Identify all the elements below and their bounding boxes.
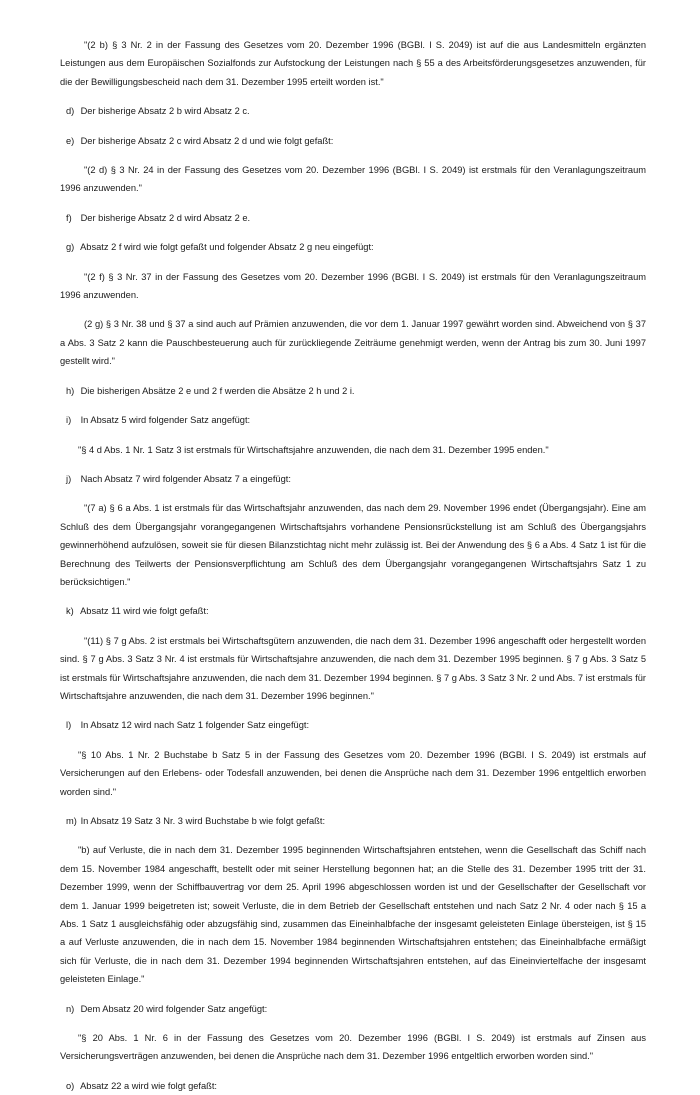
instruction-text: Die bisherigen Absätze 2 e und 2 f werden die Absätze 2 h und 2 i. xyxy=(80,385,355,396)
instruction-text: In Absatz 19 Satz 3 Nr. 3 wird Buchstabe b wie folgt gefaßt: xyxy=(80,816,326,826)
instruction-n xyxy=(66,1000,646,1018)
list-marker: m) xyxy=(66,816,77,826)
list-marker: h) xyxy=(66,385,75,396)
instruction-h xyxy=(66,382,646,400)
list-marker: e) xyxy=(66,135,75,146)
instruction-l xyxy=(66,716,646,734)
list-marker: k) xyxy=(66,606,74,617)
instruction-j xyxy=(66,470,646,488)
quoted-paragraph-2g: (2 g) § 3 Nr. 38 und § 37 a sind auch auf Prämien anzuwenden, die vor dem 1. Januar 1997 gewährt worden sind. Abweichend von § 37 a Abs. 3 Satz 2 kann die Pauschbesteuerung auch für zurückliegende Zeiträume genehmigt werden, wenn der Antrag bis zum 30. Juni 1997 gestellt wird." xyxy=(60,319,646,367)
document-page xyxy=(60,36,646,1095)
list-marker: n) xyxy=(66,1003,75,1014)
instruction-text: Dem Absatz 20 wird folgender Satz angefügt: xyxy=(80,1003,268,1014)
instruction-text: Der bisherige Absatz 2 b wird Absatz 2 c. xyxy=(80,106,250,117)
instruction-text: In Absatz 5 wird folgender Satz angefügt: xyxy=(80,415,251,426)
instruction-text: Der bisherige Absatz 2 d wird Absatz 2 e. xyxy=(80,212,251,223)
quoted-paragraph-2f: "(2 f) § 3 Nr. 37 in der Fassung des Gesetzes vom 20. Dezember 1996 (BGBl. I S. 2049) ist erstmals für den Veranlagungszeitraum 1996 anzuwenden. xyxy=(60,271,646,301)
quoted-letter-b: "b) auf Verluste, die in nach dem 31. Dezember 1995 beginnenden Wirtschaftsjahren entstehen, wenn die Gesellschaft das Schiff nach dem 15. November 1984 angeschafft, bestellt oder mit seiner Herstellung begonnen hat; an die Stelle des 31. Dezember 1995 tritt der 31. Dezember 1999, wenn der Schiffbauvertrag vor dem 25. April 1996 abgeschlossen worden ist und der Gesellschafter der Gesellschaft vor dem 1. Januar 1999 beigetreten ist; soweit Verluste, die in dem Betrieb der Gesellschaft entstehen und nach Satz 2 Nr. 4 oder nach § 15 a Abs. 1 Satz 1 ausgleichsfähig oder abzugsfähig sind, zusammen das Eineinhalbfache der insgesamt geleisteten Einlage übersteigen, ist § 15 a auf Verluste anzuwenden, die in nach dem 15. November 1984 beginnenden Wirtschaftsjahren entstehen; das Eineinhalbfache ermäßigt sich für Verluste, die in nach dem 31. Dezember 1994 beginnenden Wirtschaftsjahren entstehen, auf das Eineinviertelfache der insgesamt geleisteten Einlage." xyxy=(60,845,646,985)
quoted-sentence-4d: "§ 4 d Abs. 1 Nr. 1 Satz 3 ist erstmals für Wirtschaftsjahre anzuwenden, die nach dem 31. Dezember 1995 enden." xyxy=(78,444,549,455)
list-marker: f) xyxy=(66,212,72,223)
instruction-text: In Absatz 12 wird nach Satz 1 folgender Satz eingefügt: xyxy=(80,720,310,731)
instruction-text: Absatz 11 wird wie folgt gefaßt: xyxy=(80,606,209,617)
list-marker: d) xyxy=(66,106,75,117)
list-marker: g) xyxy=(66,242,75,253)
instruction-o xyxy=(66,1077,646,1095)
instruction-d xyxy=(66,102,646,120)
instruction-f xyxy=(66,209,646,227)
instruction-e xyxy=(66,132,646,150)
instruction-m xyxy=(66,812,646,830)
quoted-sentence-10: "§ 10 Abs. 1 Nr. 2 Buchstabe b Satz 5 in der Fassung des Gesetzes vom 20. Dezember 1996 (BGBl. I S. 2049) ist erstmals auf Versicherungen auf den Erlebens- oder Todesfall anzuwenden, bei denen die Ansprüche nach dem 31. Dezember 1996 entgeltlich erworben worden sind." xyxy=(60,749,646,797)
instruction-i xyxy=(66,411,646,429)
instruction-k xyxy=(66,602,646,620)
quoted-paragraph-2d: "(2 d) § 3 Nr. 24 in der Fassung des Gesetzes vom 20. Dezember 1996 (BGBl. I S. 2049) ist erstmals für den Veranlagungszeitraum 1996 anzuwenden." xyxy=(60,165,646,194)
quoted-paragraph-2b: "(2 b) § 3 Nr. 2 in der Fassung des Gesetzes vom 20. Dezember 1996 (BGBl. I S. 2049) ist auf die aus Landesmitteln ergänzten Leistungen aus dem Europäischen Sozialfonds zur Aufstockung der Leistungen nach § 55 a des Arbeitsförderungsgesetzes anzuwenden, für die der Bewilligungsbescheid nach dem 31. Dezember 1995 erteilt worden ist." xyxy=(60,40,646,87)
instruction-text: Der bisherige Absatz 2 c wird Absatz 2 d und wie folgt gefaßt: xyxy=(80,135,334,146)
instruction-g xyxy=(66,238,646,256)
quoted-paragraph-7a: "(7 a) § 6 a Abs. 1 ist erstmals für das Wirtschaftsjahr anzuwenden, das nach dem 29. November 1996 endet (Übergangsjahr). Eine am Schluß des dem Übergangsjahr vorangegangenen Wirtschaftsjahrs vorhandene Pensionsrückstellung ist am Schluß des Übergangsjahrs gewinnerhöhend aufzulösen, soweit sie für diesen Bilanzstichtag nicht mehr zulässig ist. Bei der Anwendung des § 6 a Abs. 4 Satz 1 ist für die Berechnung des Teilwerts der Pensionsverpflichtung am Schluß des dem Übergangsjahr vorangegangenen Wirtschaftsjahrs Satz 1 zu berücksichtigen." xyxy=(60,503,646,587)
list-marker: j) xyxy=(66,473,72,484)
quoted-sentence-20: "§ 20 Abs. 1 Nr. 6 in der Fassung des Gesetzes vom 20. Dezember 1996 (BGBl. I S. 2049) ist erstmals auf Zinsen aus Versicherungsverträgen anzuwenden, bei denen die Ansprüche nach dem 31. Dezember 1996 entgeltlich erworben worden sind." xyxy=(60,1033,646,1062)
quoted-paragraph-11: "(11) § 7 g Abs. 2 ist erstmals bei Wirtschaftsgütern anzuwenden, die nach dem 31. Dezember 1996 angeschafft oder hergestellt worden sind. § 7 g Abs. 3 Satz 3 Nr. 4 ist erstmals für Wirtschaftsjahre anzuwenden, die nach dem 31. Dezember 1995 beginnen. § 7 g Abs. 3 Satz 5 ist erstmals für Wirtschaftsjahre anzuwenden, die nach dem 31. Dezember 1994 beginnen. § 7 g Abs. 3 Satz 3 Nr. 2 und Abs. 7 ist erstmals für Wirtschaftsjahre anzuwenden, die nach dem 31. Dezember 1996 beginnen." xyxy=(60,635,647,701)
instruction-text: Absatz 22 a wird wie folgt gefaßt: xyxy=(80,1080,218,1091)
instruction-text: Nach Absatz 7 wird folgender Absatz 7 a eingefügt: xyxy=(80,473,291,484)
list-marker: l) xyxy=(66,720,72,731)
instruction-text: Absatz 2 f wird wie folgt gefaßt und folgender Absatz 2 g neu eingefügt: xyxy=(80,242,374,253)
list-marker: i) xyxy=(66,415,72,426)
list-marker: o) xyxy=(66,1080,75,1091)
